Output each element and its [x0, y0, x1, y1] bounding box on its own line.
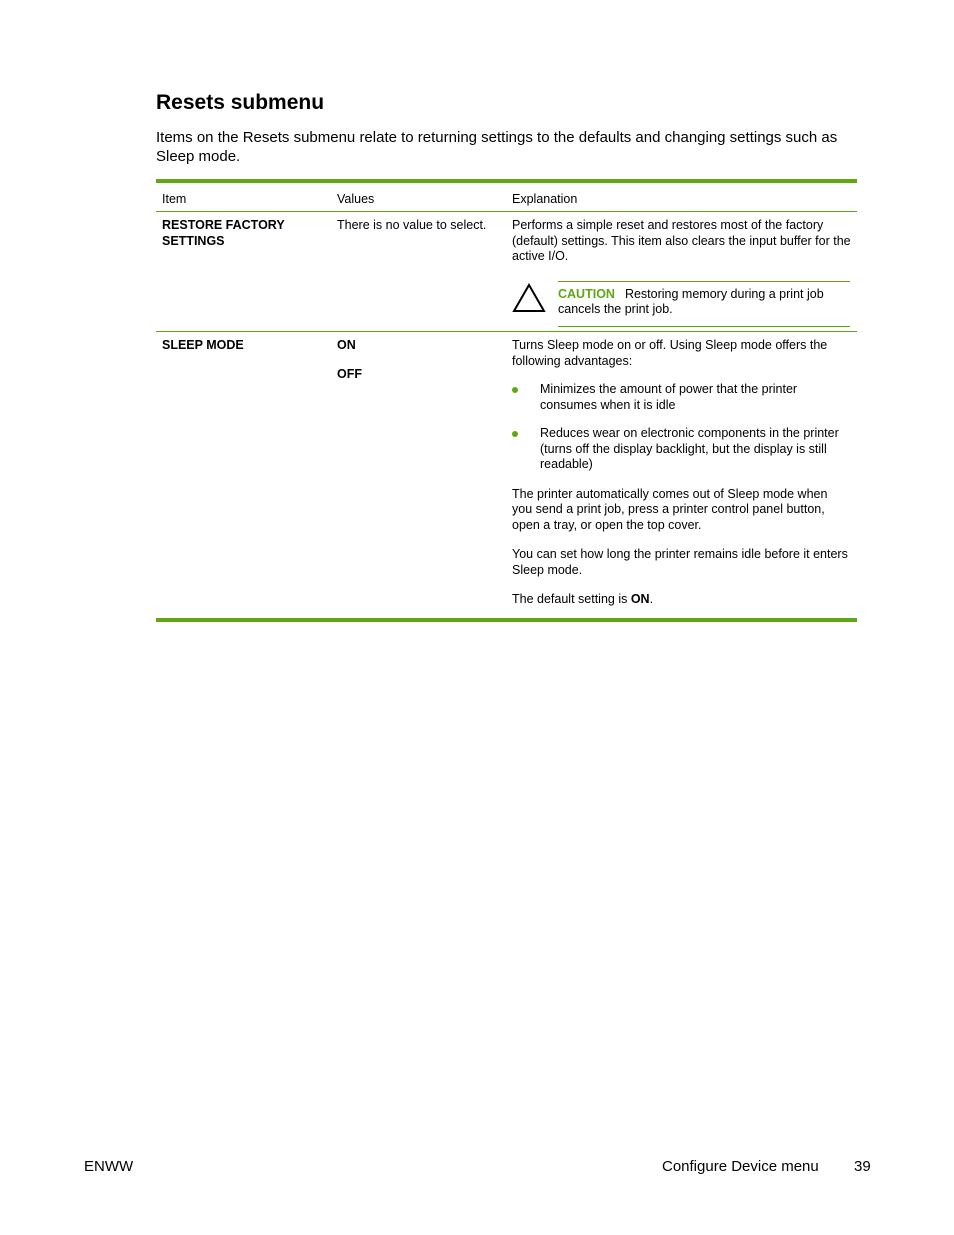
default-setting: [512, 592, 851, 608]
bullet-text: Minimizes the amount of power that the printer consumes when it is idle: [540, 382, 798, 412]
header-item: Item: [162, 192, 187, 206]
default-prefix: The default setting is: [512, 592, 631, 606]
footer-edition: ENWW: [84, 1158, 134, 1175]
item-explanation: [506, 212, 857, 331]
resets-submenu-table: [156, 179, 857, 622]
header-explanation: Explanation: [512, 192, 578, 206]
default-suffix: .: [649, 592, 654, 606]
footer-section: Configure Device menu: [662, 1158, 819, 1175]
item-name: SLEEP MODE: [162, 338, 244, 352]
explanation-intro: Turns Sleep mode on or off. Using Sleep mode offers the following advantages:: [512, 338, 828, 368]
caution-label: CAUTION: [558, 286, 615, 301]
caution-note: [512, 281, 851, 325]
bullet-icon: [512, 387, 518, 393]
item-value: There is no value to select.: [337, 218, 487, 232]
item-values: [331, 332, 506, 618]
header-values: Values: [337, 192, 375, 206]
list-item: [512, 426, 851, 473]
caution-message: Restoring memory during a print job cancels the print job.: [558, 286, 824, 316]
list-item: [512, 382, 851, 413]
bullet-text: Reduces wear on electronic components in the printer (turns off the display backlight, but the display is still readable): [540, 426, 839, 471]
explanation-text: Performs a simple reset and restores most of the factory (default) settings. This item also clears the input buffer for the active I/O.: [512, 218, 851, 263]
table-header-row: [156, 183, 857, 212]
footer-page-number: 39: [854, 1158, 871, 1175]
table-row-sleep-mode: [156, 332, 857, 618]
warning-triangle-icon: [512, 283, 546, 313]
caution-text-block: [558, 281, 850, 327]
value-on: ON: [337, 338, 356, 352]
table-row-restore-factory-settings: [156, 212, 857, 332]
bullet-icon: [512, 431, 518, 437]
idle-paragraph: You can set how long the printer remains idle before it enters Sleep mode.: [512, 547, 848, 577]
value-off: OFF: [337, 366, 362, 381]
item-explanation: [506, 332, 857, 618]
default-value: ON: [630, 592, 650, 606]
page-title: Resets submenu: [156, 91, 325, 114]
item-name: RESTORE FACTORY SETTINGS: [162, 218, 285, 248]
intro-paragraph: Items on the Resets submenu relate to returning settings to the defaults and changing settings such as Sleep mode.: [156, 129, 838, 165]
wake-paragraph: The printer automatically comes out of Sleep mode when you send a print job, press a printer control panel button, open a tray, or open the top cover.: [512, 486, 828, 532]
